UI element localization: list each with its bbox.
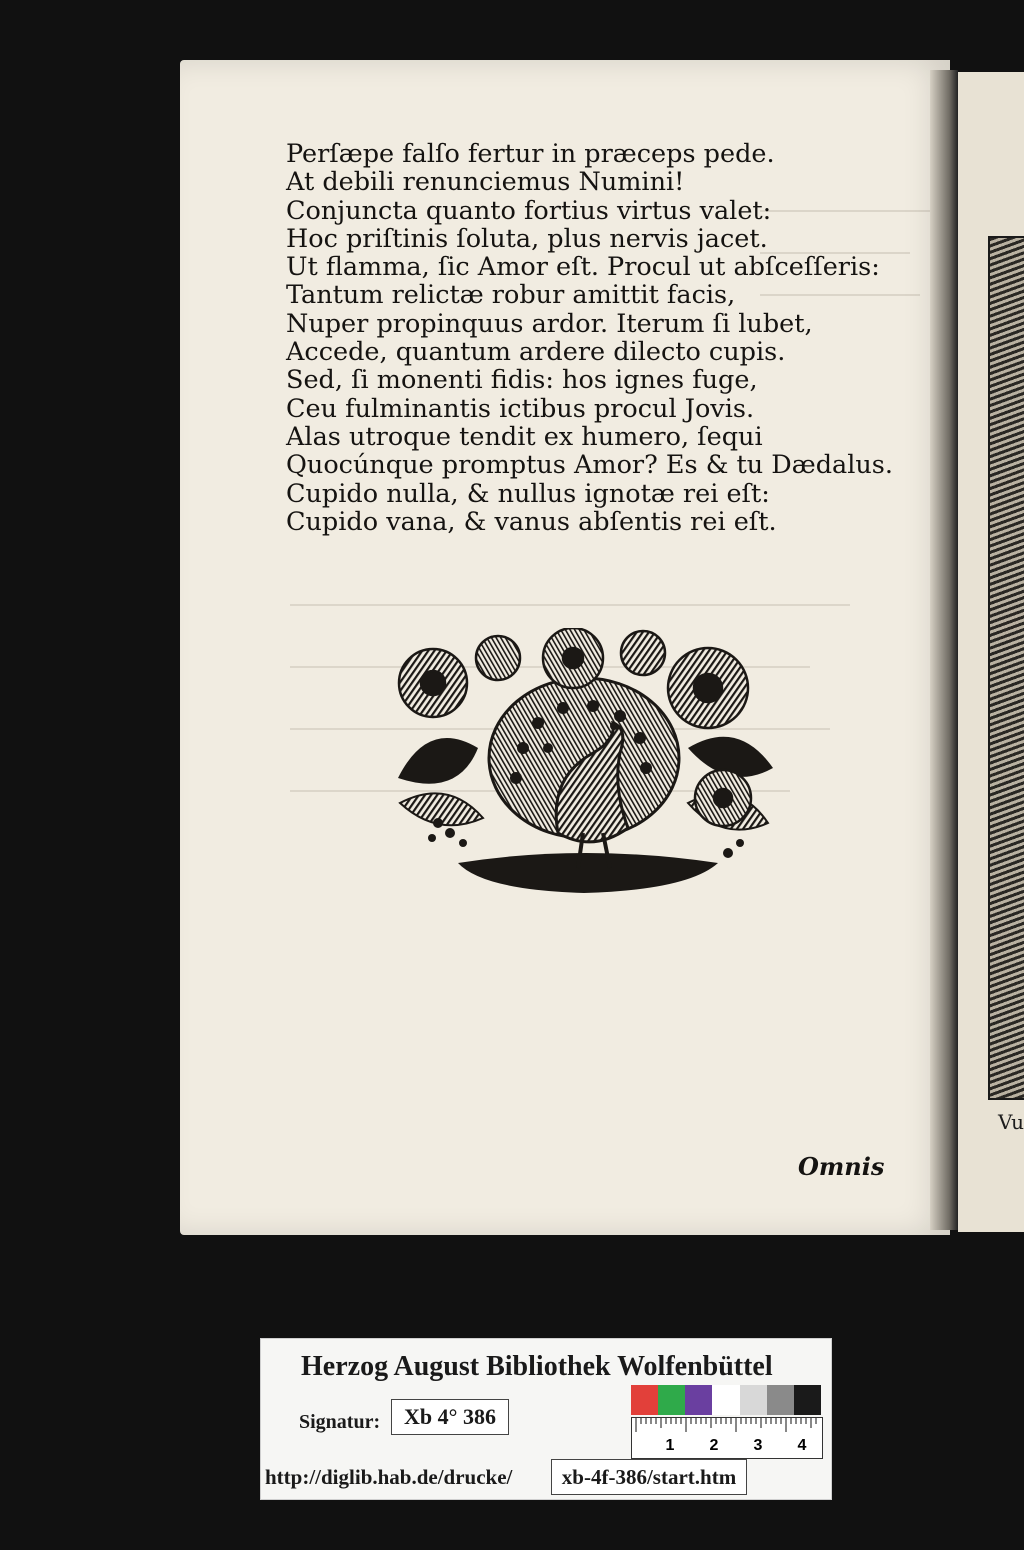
poem-line: Ceu fulminantis ictibus procul Jovis.	[286, 393, 755, 424]
scale-ruler	[631, 1417, 823, 1459]
color-patch	[712, 1385, 739, 1415]
adjacent-engraving	[988, 236, 1024, 1100]
color-patch	[740, 1385, 767, 1415]
library-label-card	[260, 1338, 832, 1500]
poem-line: Nuper propinquus ardor. Iterum ſi lubet,	[286, 308, 813, 339]
ruler-number: 3	[753, 1437, 763, 1454]
ruler-ticks-icon	[632, 1418, 822, 1458]
poem-line: At debili renunciemus Numini!	[286, 167, 685, 198]
poem-line: Tantum relictæ robur amittit facis,	[286, 280, 736, 311]
color-patch	[794, 1385, 821, 1415]
poem-line: Cupido nulla, & nullus ignotæ rei eſt:	[286, 478, 770, 509]
poem-text	[286, 139, 893, 537]
poem-line: Hoc priſtinis ſoluta, plus nervis jacet.	[286, 223, 768, 254]
url-line	[261, 1459, 831, 1495]
url-base-link[interactable]: http://diglib.hab.de/drucke/	[265, 1465, 513, 1489]
poem-line: Conjuncta quanto fortius virtus valet:	[286, 195, 772, 226]
signature-value: Xb 4° 386	[391, 1399, 509, 1435]
poem-line: Ut flamma, ſic Amor eſt. Procul ut abſceſſeris:	[286, 252, 880, 283]
color-calibration-bar	[631, 1385, 821, 1415]
ruler-number: 2	[709, 1437, 719, 1454]
peacock-woodcut-icon	[388, 628, 780, 896]
catchword: Omnis	[798, 1152, 885, 1181]
poem-line: Sed, ſi monenti fidis: hos ignes fuge,	[286, 365, 758, 396]
ruler-number: 4	[797, 1437, 807, 1454]
ruler-number: 1	[665, 1437, 675, 1454]
signature-label: Signatur:	[299, 1411, 381, 1433]
poem-line: Cupido vana, & vanus abſentis rei eſt.	[286, 506, 777, 537]
adjacent-page-label: Vu	[998, 1110, 1024, 1134]
poem-line: Quocúnque promptus Amor? Es & tu Dædalus.	[286, 450, 893, 481]
poem-line: Alas utroque tendit ex humero, ſequi	[286, 421, 763, 452]
color-patch	[767, 1385, 794, 1415]
poem-line: Perſæpe falſo fertur in præceps pede.	[286, 139, 775, 169]
color-patch	[658, 1385, 685, 1415]
color-patch	[685, 1385, 712, 1415]
color-patch	[631, 1385, 658, 1415]
poem-line: Accede, quantum ardere dilecto cupis.	[286, 337, 786, 368]
url-path-link[interactable]: xb-4f-386/start.htm	[551, 1459, 747, 1495]
library-name: Herzog August Bibliothek Wolfenbüttel	[301, 1351, 773, 1382]
